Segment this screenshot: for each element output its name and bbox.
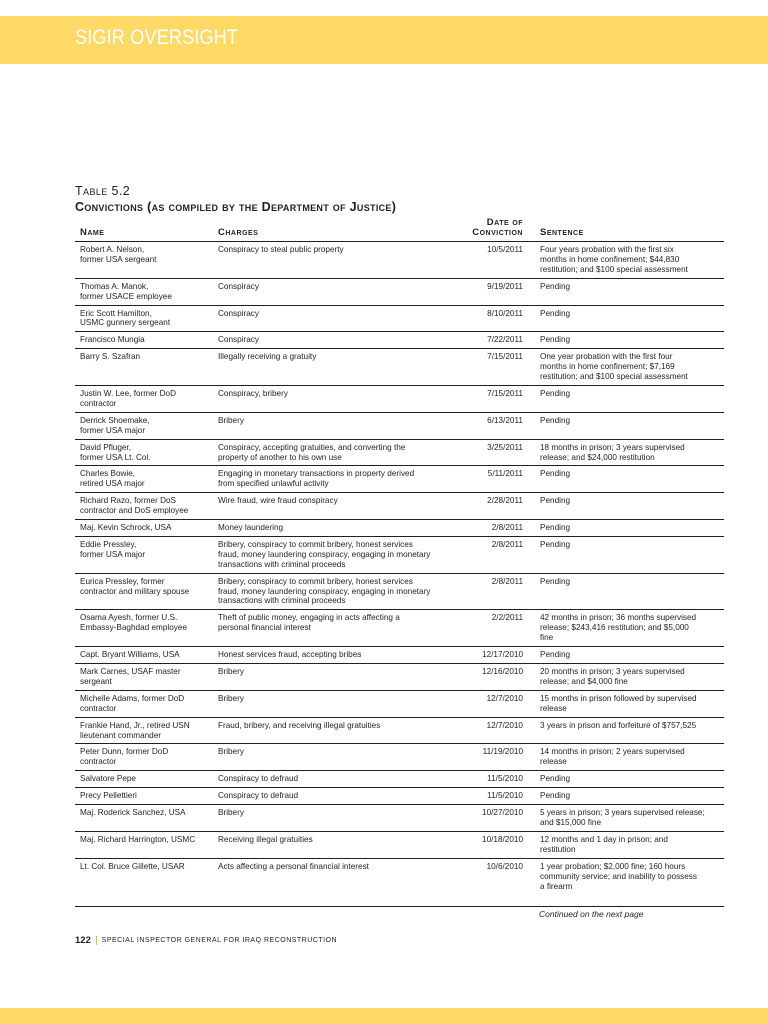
cell-charges-line: Acts affecting a personal financial interest [218,861,369,871]
cell-charges [213,278,467,305]
cell-date: 10/6/2010 [486,861,523,871]
cell-sentence-line: Pending [540,415,571,425]
cell-name-line: Embassy-Baghdad employee [80,623,187,633]
cell-sentence-line: One year probation with the first four [540,352,673,362]
cell-name [75,690,213,717]
cell-charges-line: Bribery [218,415,244,425]
cell-name-line: Eddie Pressley, [80,539,137,549]
cell-sentence [535,664,724,691]
cell-name-line: Thomas A. Manok, [80,281,149,291]
cell-name-line: former USA major [80,549,146,559]
cell-name-line: USMC gunnery sergeant [80,318,171,328]
cell-name-line: Capt. Bryant Williams, USA [80,650,180,660]
table-row [75,690,724,717]
table-row [75,788,724,805]
cell-name-line: former USA major [80,425,146,435]
cell-sentence-line: Pending [540,791,571,801]
cell-charges-line: property of another to his own use [218,452,342,462]
cell-name-line: Osama Ayesh, former U.S. [80,613,178,623]
cell-charges [213,332,467,349]
cell-name-line: Barry S. Szafran [80,352,141,362]
cell-name-line: contractor and military spouse [80,586,190,596]
cell-name-line: Maj. Roderick Sanchez, USA [80,808,186,818]
cell-sentence-line: Four years probation with the first six [540,245,674,254]
cell-name-line: Frankie Hand, Jr., retired USN [80,720,190,730]
table-row [75,493,724,520]
table-row [75,520,724,537]
cell-charges-line: Conspiracy to defraud [218,774,299,784]
cell-sentence [535,610,724,647]
cell-name-line: David Pfluger, [80,442,131,452]
cell-name-line: contractor [80,398,117,408]
cell-charges [213,664,467,691]
cell-charges-line: fraud, money laundering conspiracy, engaging in monetary [218,549,431,559]
cell-name-line: Francisco Mungia [80,335,145,345]
cell-charges [213,536,467,573]
cell-date: 2/28/2011 [467,493,535,520]
cell-charges [213,771,467,788]
cell-name [75,385,213,412]
cell-name [75,771,213,788]
cell-date: 2/8/2011 [467,520,535,537]
cell-sentence-line: 5 years in prison; 3 years supervised release; [540,808,705,818]
cell-charges [213,717,467,744]
table-row [75,466,724,493]
cell-sentence [535,349,724,386]
cell-sentence [535,717,724,744]
cell-date: 10/18/2010 [467,831,535,858]
cell-name [75,349,213,386]
footer-divider [96,936,97,945]
cell-name-line: Charles Bowie, [80,469,136,479]
table-row [75,242,724,279]
table-row [75,305,724,332]
cell-name [75,573,213,610]
cell-sentence-line: Pending [540,774,571,784]
cell-sentence-line: Pending [540,496,571,506]
cell-sentence [535,493,724,520]
cell-sentence-line: release [540,703,567,713]
cell-name-line: Lt. Col. Bruce Gillette, USAR [80,861,185,871]
cell-date: 7/15/2011 [467,385,535,412]
cell-name [75,466,213,493]
cell-charges-line: Engaging in monetary transactions in property derived [218,469,415,479]
cell-date: 12/7/2010 [467,717,535,744]
cell-charges [213,788,467,805]
cell-charges [213,831,467,858]
cell-date: 10/5/2011 [467,242,535,279]
table-row [75,385,724,412]
page-footer [75,935,337,946]
cell-charges-line: Conspiracy, bribery [218,388,288,398]
cell-sentence [535,858,724,895]
cell-name [75,242,213,279]
cell-sentence-line: Pending [540,523,571,533]
cell-sentence-line: 3 years in prison and forfeiture of $757,525 [540,720,697,730]
cell-charges [213,385,467,412]
cell-date: 11/5/2010 [467,771,535,788]
cell-sentence [535,744,724,771]
table-row [75,536,724,573]
cell-charges-line: Theft of public money, engaging in acts affecting a [218,613,400,623]
cell-name [75,788,213,805]
cell-charges-line: Bribery, conspiracy to commit bribery, honest services [218,576,413,586]
cell-charges [213,349,467,386]
cell-charges-line: Conspiracy to steal public property [218,245,344,254]
cell-sentence-line: months in home confinement; $44,830 [540,254,680,264]
cell-name [75,412,213,439]
table-row [75,610,724,647]
cell-name [75,439,213,466]
cell-charges-line: Bribery, conspiracy to commit bribery, honest services [218,539,413,549]
table-row [75,573,724,610]
cell-sentence-line: restitution [540,844,576,854]
cell-sentence-line: a firearm [540,881,573,891]
cell-sentence [535,788,724,805]
cell-name [75,493,213,520]
cell-charges [213,466,467,493]
cell-sentence-line: fine [540,633,554,643]
cell-name-line: Peter Dunn, former DoD [80,747,169,757]
cell-charges-line: Wire fraud, wire fraud conspiracy [218,496,338,506]
cell-date: 12/16/2010 [467,664,535,691]
cell-sentence [535,385,724,412]
section-title: SIGIR OVERSIGHT [75,26,239,49]
cell-charges-line: Conspiracy [218,335,259,345]
cell-sentence-line: release; and $4,000 fine [540,676,628,686]
cell-sentence [535,520,724,537]
column-header-date-line1: Date of [486,217,523,228]
cell-name-line: Mark Carnes, USAF master [80,667,181,676]
cell-sentence-line: restitution; and $100 special assessment [540,264,688,274]
cell-name [75,647,213,664]
cell-sentence-line: 20 months in prison; 3 years supervised [540,667,685,676]
cell-charges-line: personal financial interest [218,623,311,633]
cell-name-line: Derrick Shoemake, [80,415,150,425]
cell-name [75,831,213,858]
table-number: Table 5.2 [75,184,131,198]
cell-name-line: Eric Scott Hamilton, [80,308,152,318]
cell-sentence-line: release; $243,416 restitution; and $5,000 [540,623,689,633]
column-header-sentence: Sentence [535,218,724,242]
cell-name-line: Michelle Adams, former DoD [80,693,185,703]
cell-date: 2/8/2011 [467,573,535,610]
cell-charges-line: Conspiracy, accepting gratuities, and converting the [218,442,406,452]
cell-name [75,744,213,771]
cell-name-line: Maj. Richard Harrington, USMC [80,834,196,844]
cell-name [75,610,213,647]
cell-sentence [535,412,724,439]
cell-sentence-line: Pending [540,576,571,586]
cell-sentence-line: 12 months and 1 day in prison; and [540,834,668,844]
cell-charges [213,647,467,664]
cell-sentence-line: release [540,757,567,767]
cell-charges-line: transactions with criminal proceeds [218,596,346,606]
table-row [75,664,724,691]
cell-name [75,805,213,832]
table-bottom-rule [75,906,724,907]
cell-name-line: former USA Lt. Col. [80,452,151,462]
cell-sentence-line: 1 year probation; $2,000 fine; 160 hours [540,861,686,871]
cell-sentence [535,805,724,832]
table-row [75,278,724,305]
cell-sentence [535,573,724,610]
table-row [75,647,724,664]
cell-charges [213,439,467,466]
cell-date: 3/25/2011 [467,439,535,466]
cell-sentence-line: 15 months in prison followed by supervised [540,693,697,703]
cell-charges [213,610,467,647]
table-row [75,805,724,832]
cell-charges-line: Bribery [218,808,244,818]
cell-date: 6/13/2011 [467,412,535,439]
cell-date: 2/2/2011 [467,610,535,647]
cell-name [75,278,213,305]
cell-charges-line: Conspiracy to defraud [218,791,299,801]
cell-charges [213,242,467,279]
cell-sentence-line: 42 months in prison; 36 months supervised [540,613,697,623]
table-row [75,858,724,895]
cell-name-line: contractor [80,757,117,767]
cell-date: 12/7/2010 [467,690,535,717]
column-header-charges: Charges [213,218,467,242]
cell-date: 9/19/2011 [467,278,535,305]
cell-name-line: lieutenant commander [80,730,162,740]
cell-charges [213,520,467,537]
cell-sentence [535,242,724,279]
cell-name-line: former USACE employee [80,291,172,301]
cell-charges-line: Conspiracy [218,308,259,318]
cell-sentence-line: Pending [540,281,571,291]
publication-name: SPECIAL INSPECTOR GENERAL FOR IRAQ RECONSTRUCTION [101,937,338,944]
cell-charges [213,412,467,439]
table-row [75,412,724,439]
cell-sentence [535,305,724,332]
cell-sentence-line: Pending [540,308,571,318]
cell-sentence [535,278,724,305]
cell-name-line: contractor [80,703,117,713]
cell-date: 7/15/2011 [467,349,535,386]
cell-sentence [535,690,724,717]
cell-date: 11/5/2010 [467,788,535,805]
cell-sentence-line: Pending [540,539,571,549]
cell-charges-line: Bribery [218,747,244,757]
cell-date: 2/8/2011 [467,536,535,573]
cell-sentence-line: community service; and inability to possess [540,871,697,881]
cell-charges [213,305,467,332]
cell-name [75,536,213,573]
table-row [75,332,724,349]
cell-charges-line: Fraud, bribery, and receiving illegal gratuities [218,720,381,730]
page-number: 122 [75,935,91,946]
cell-date: 11/19/2010 [467,744,535,771]
cell-sentence-line: months in home confinement; $7,169 [540,362,675,372]
cell-charges-line: Bribery [218,693,244,703]
cell-sentence [535,647,724,664]
cell-sentence-line: Pending [540,335,571,345]
cell-sentence [535,771,724,788]
cell-name [75,664,213,691]
cell-name [75,305,213,332]
cell-name-line: Maj. Kevin Schrock, USA [80,523,172,533]
cell-name-line: sergeant [80,676,112,686]
cell-name-line: Eurica Pressley, former [80,576,165,586]
footer-band [0,1008,768,1024]
cell-charges-line: fraud, money laundering conspiracy, engaging in monetary [218,586,431,596]
cell-name [75,332,213,349]
cell-charges [213,744,467,771]
cell-sentence [535,831,724,858]
cell-sentence-line: release; and $24,000 restitution [540,452,655,462]
cell-name-line: Richard Razo, former DoS [80,496,177,506]
cell-name-line: former USA sergeant [80,254,157,264]
table-row [75,744,724,771]
cell-name [75,520,213,537]
cell-sentence [535,439,724,466]
column-header-date [467,218,535,242]
cell-sentence-line: and $15,000 fine [540,817,602,827]
cell-charges-line: Illegally receiving a gratuity [218,352,317,362]
column-header-date-line2: Conviction [472,227,523,238]
continued-note: Continued on the next page [539,909,644,919]
cell-name-line: contractor and DoS employee [80,506,189,516]
cell-sentence-line: Pending [540,388,571,398]
cell-sentence-line: Pending [540,650,571,660]
cell-sentence-line: 14 months in prison; 2 years supervised [540,747,685,757]
cell-name-line: retired USA major [80,479,145,489]
cell-charges [213,805,467,832]
convictions-table [75,218,724,895]
table-row [75,771,724,788]
table-row [75,439,724,466]
cell-charges-line: Conspiracy [218,281,259,291]
cell-sentence-line: Pending [540,469,571,479]
cell-charges-line: from specified unlawful activity [218,479,329,489]
table-row [75,717,724,744]
cell-charges [213,573,467,610]
cell-name-line: Precy Pellettieri [80,791,137,801]
cell-sentence-line: 18 months in prison; 3 years supervised [540,442,685,452]
cell-date: 12/17/2010 [467,647,535,664]
cell-date: 8/10/2011 [467,305,535,332]
cell-charges [213,690,467,717]
cell-date: 10/27/2010 [467,805,535,832]
cell-date: 7/22/2011 [467,332,535,349]
cell-sentence [535,466,724,493]
cell-charges [213,493,467,520]
cell-charges-line: Receiving illegal gratuities [218,834,313,844]
cell-name-line: Robert A. Nelson, [80,245,145,254]
cell-sentence [535,536,724,573]
cell-charges-line: Bribery [218,667,244,676]
table-row [75,349,724,386]
cell-name [75,717,213,744]
table-header-row [75,218,724,242]
table-row [75,831,724,858]
cell-sentence [535,332,724,349]
cell-charges-line: Honest services fraud, accepting bribes [218,650,362,660]
cell-name-line: Justin W. Lee, former DoD [80,388,177,398]
cell-date: 5/11/2011 [467,466,535,493]
cell-charges-line: Money laundering [218,523,284,533]
cell-name-line: Salvatore Pepe [80,774,136,784]
cell-charges [213,858,467,895]
table-caption: Convictions (as compiled by the Department of Justice) [75,200,397,214]
cell-charges-line: transactions with criminal proceeds [218,559,346,569]
column-header-name: Name [75,218,213,242]
cell-name [75,858,213,895]
cell-sentence-line: restitution; and $100 special assessment [540,372,688,382]
